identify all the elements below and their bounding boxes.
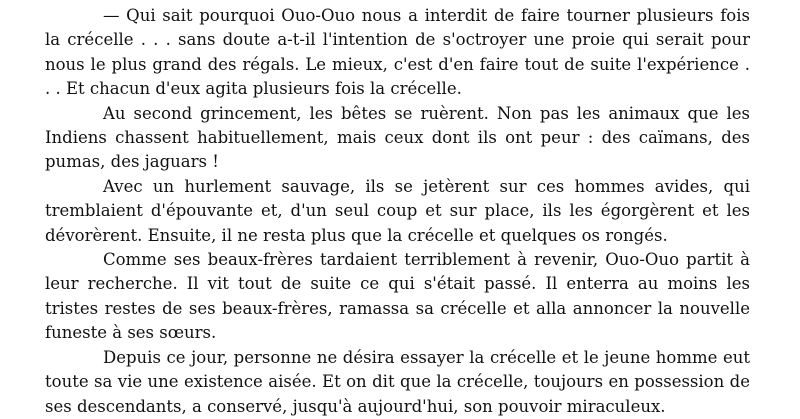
paragraph-search: Comme ses beaux-frères tardaient terriblement à revenir, Ouo-Ouo partit à leur recherche. Il vit tout de suite ce qui s'était passé. Il enterra au moins les tristes restes de ses beaux-frères, ramassa sa crécelle et alla annoncer la nouvelle funeste à ses sœurs. <box>45 250 750 343</box>
paragraph-dialogue: — Qui sait pourquoi Ouo-Ouo nous a interdit de faire tourner plusieurs fois la crécelle . . . sans doute a-t-il l'intention de s'octroyer une proie qui serait pour nous le plus grand des régals. Le mieux, c'est d'en faire tout de suite l'expérience . . . Et chacun d'eux agita plusieurs fois la crécelle. <box>45 6 750 99</box>
paragraph-attack: Avec un hurlement sauvage, ils se jetèrent sur ces hommes avides, qui tremblaient d'épouvante et, d'un seul coup et sur place, ils les égorgèrent et les dévorèrent. Ensuite, il ne resta plus que la crécelle et quelques os rongés. <box>45 176 750 245</box>
page-text-block <box>45 4 750 419</box>
paragraph-ending: Depuis ce jour, personne ne désira essayer la crécelle et le jeune homme eut toute sa vie une existence aisée. Et on dit que la crécelle, toujours en possession de ses descendants, a conservé, jusqu'à aujourd'hui, son pouvoir miraculeux. <box>45 347 750 416</box>
paragraph-beasts-rush: Au second grincement, les bêtes se ruèrent. Non pas les animaux que les Indiens chassent habituellement, mais ceux dont ils ont peur : des caïmans, des pumas, des jaguars ! <box>45 103 750 172</box>
